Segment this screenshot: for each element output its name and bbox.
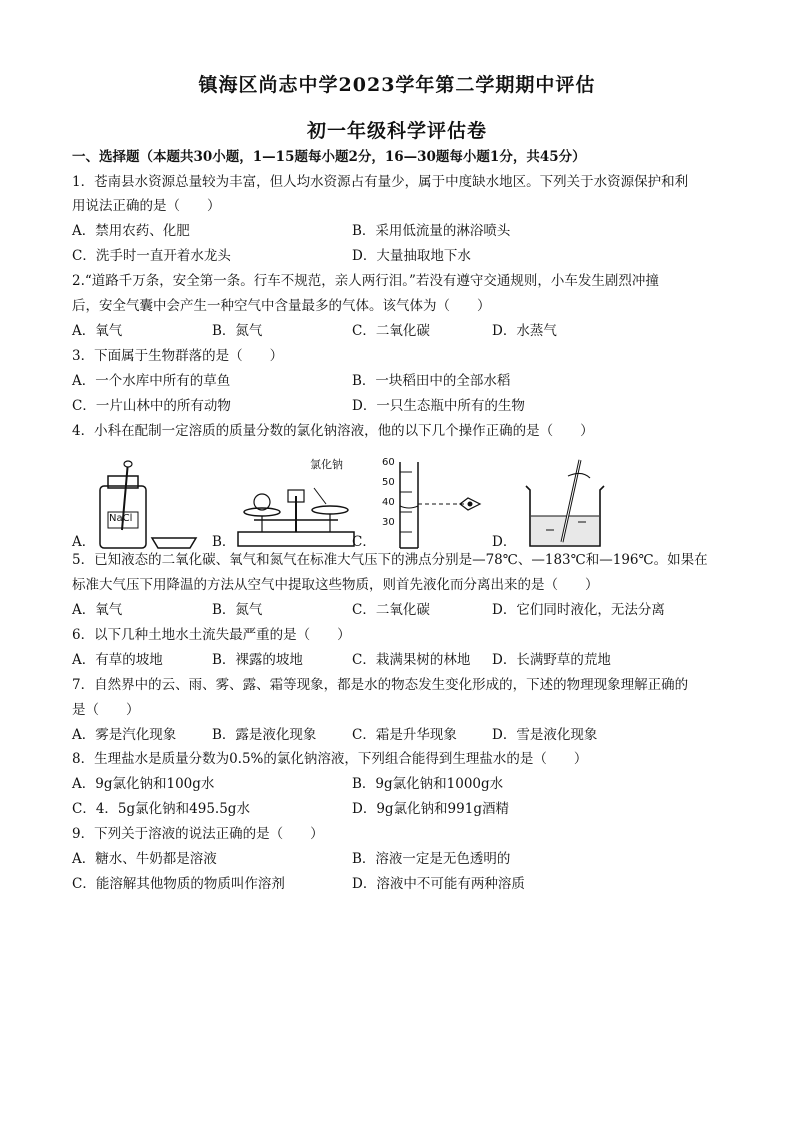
question-1-line-1: 1．苍南县水资源总量较为丰富，但人均水资源占有量少，属于中度缺水地区。下列关于水资源保护和利 (72, 174, 689, 190)
question-7-option-b: B．露是液化现象 (212, 727, 317, 743)
question-7-line-2: 是（ ） (72, 702, 140, 718)
tick-40: 40 (382, 497, 395, 508)
question-2-option-d: D．水蒸气 (492, 323, 557, 339)
question-5-option-d: D．它们同时液化，无法分离 (492, 602, 665, 618)
question-1-option-a: A．禁用农药、化肥 (72, 223, 190, 239)
question-1-option-c: C．洗手时一直开着水龙头 (72, 248, 231, 264)
question-6-option-b: B．裸露的坡地 (212, 652, 303, 668)
question-6-option-d: D．长满野草的荒地 (492, 652, 611, 668)
question-3-option-b: B．一块稻田中的全部水稻 (352, 373, 511, 389)
reagent-jar-figure (94, 460, 204, 550)
question-7-option-a: A．雾是汽化现象 (72, 727, 177, 743)
question-6-option-c: C．栽满果树的林地 (352, 652, 471, 668)
question-8-option-c: C．4．5g氯化钠和495.5g水 (72, 801, 250, 817)
question-6-line-1: 6．以下几种土地水土流失最严重的是（ ） (72, 627, 351, 643)
question-3-line-1: 3．下面属于生物群落的是（ ） (72, 348, 284, 364)
question-8-line-1: 8．生理盐水是质量分数为0.5%的氯化钠溶液，下列组合能得到生理盐水的是（ ） (72, 751, 588, 767)
beaker-figure (520, 458, 610, 550)
question-8-option-a: A．9g氯化钠和100g水 (72, 776, 215, 792)
question-1-option-b: B．采用低流量的淋浴喷头 (352, 223, 511, 239)
question-2-option-c: C．二氧化碳 (352, 323, 430, 339)
question-2-line-1: 2.“道路千万条，安全第一条。行车不规范，亲人两行泪。”若没有遵守交通规则，小车发生剧烈冲撞 (72, 273, 659, 289)
question-5-line-2: 标准大气压下用降温的方法从空气中提取这些物质，则首先液化而分离出来的是（ ） (72, 577, 599, 593)
question-5-option-a: A．氧气 (72, 602, 123, 618)
tick-30: 30 (382, 517, 395, 528)
question-7-option-d: D．雪是液化现象 (492, 727, 598, 743)
question-3-option-a: A．一个水库中所有的草鱼 (72, 373, 231, 389)
question-7-line-1: 7．自然界中的云、雨、雾、露、霜等现象，都是水的物态发生变化形成的，下述的物理现象理解正确的 (72, 677, 689, 693)
question-4-figures (72, 455, 732, 550)
question-2-option-a: A．氧气 (72, 323, 123, 339)
question-5-option-b: B．氮气 (212, 602, 263, 618)
question-4-option-d: D． (492, 534, 517, 550)
tick-60: 60 (382, 457, 395, 468)
question-1-option-d: D．大量抽取地下水 (352, 248, 471, 264)
question-9-option-c: C．能溶解其他物质的物质叫作溶剂 (72, 876, 285, 892)
salt-label: 氯化钠 (310, 458, 343, 471)
question-8-option-b: B．9g氯化钠和1000g水 (352, 776, 504, 792)
question-2-option-b: B．氮气 (212, 323, 263, 339)
question-9-option-d: D．溶液中不可能有两种溶质 (352, 876, 525, 892)
question-4-option-a: A． (72, 534, 96, 550)
question-6-option-a: A．有草的坡地 (72, 652, 163, 668)
question-9-option-b: B．溶液一定是无色透明的 (352, 851, 511, 867)
tick-50: 50 (382, 477, 395, 488)
question-2-line-2: 后，安全气囊中会产生一种空气中含量最多的气体。该气体为（ ） (72, 298, 491, 314)
section-heading: 一、选择题（本题共30小题，1—15题每小题2分，16—30题每小题1分，共45分） (72, 149, 586, 165)
page-title: 镇海区尚志中学2023学年第二学期期中评估 (198, 74, 596, 96)
question-7-option-c: C．霜是升华现象 (352, 727, 457, 743)
question-4-option-c: C． (352, 534, 376, 550)
balance-figure (234, 460, 359, 550)
question-4-option-b: B． (212, 534, 236, 550)
question-5-option-c: C．二氧化碳 (352, 602, 430, 618)
question-4-line-1: 4．小科在配制一定溶质的质量分数的氯化钠溶液，他的以下几个操作正确的是（ ） (72, 423, 594, 439)
question-8-option-d: D．9g氯化钠和991g酒精 (352, 801, 509, 817)
question-3-option-c: C．一片山林中的所有动物 (72, 398, 231, 414)
question-5-line-1: 5．已知液态的二氧化碳、氧气和氮气在标准大气压下的沸点分别是—78℃、—183℃和—196℃。如果在 (72, 552, 708, 568)
question-3-option-d: D．一只生态瓶中所有的生物 (352, 398, 525, 414)
jar-label: NaCl (109, 513, 133, 524)
page-subtitle: 初一年级科学评估卷 (306, 120, 487, 142)
question-9-line-1: 9．下列关于溶液的说法正确的是（ ） (72, 826, 324, 842)
question-9-option-a: A．糖水、牛奶都是溶液 (72, 851, 217, 867)
question-1-line-2: 用说法正确的是（ ） (72, 198, 221, 214)
